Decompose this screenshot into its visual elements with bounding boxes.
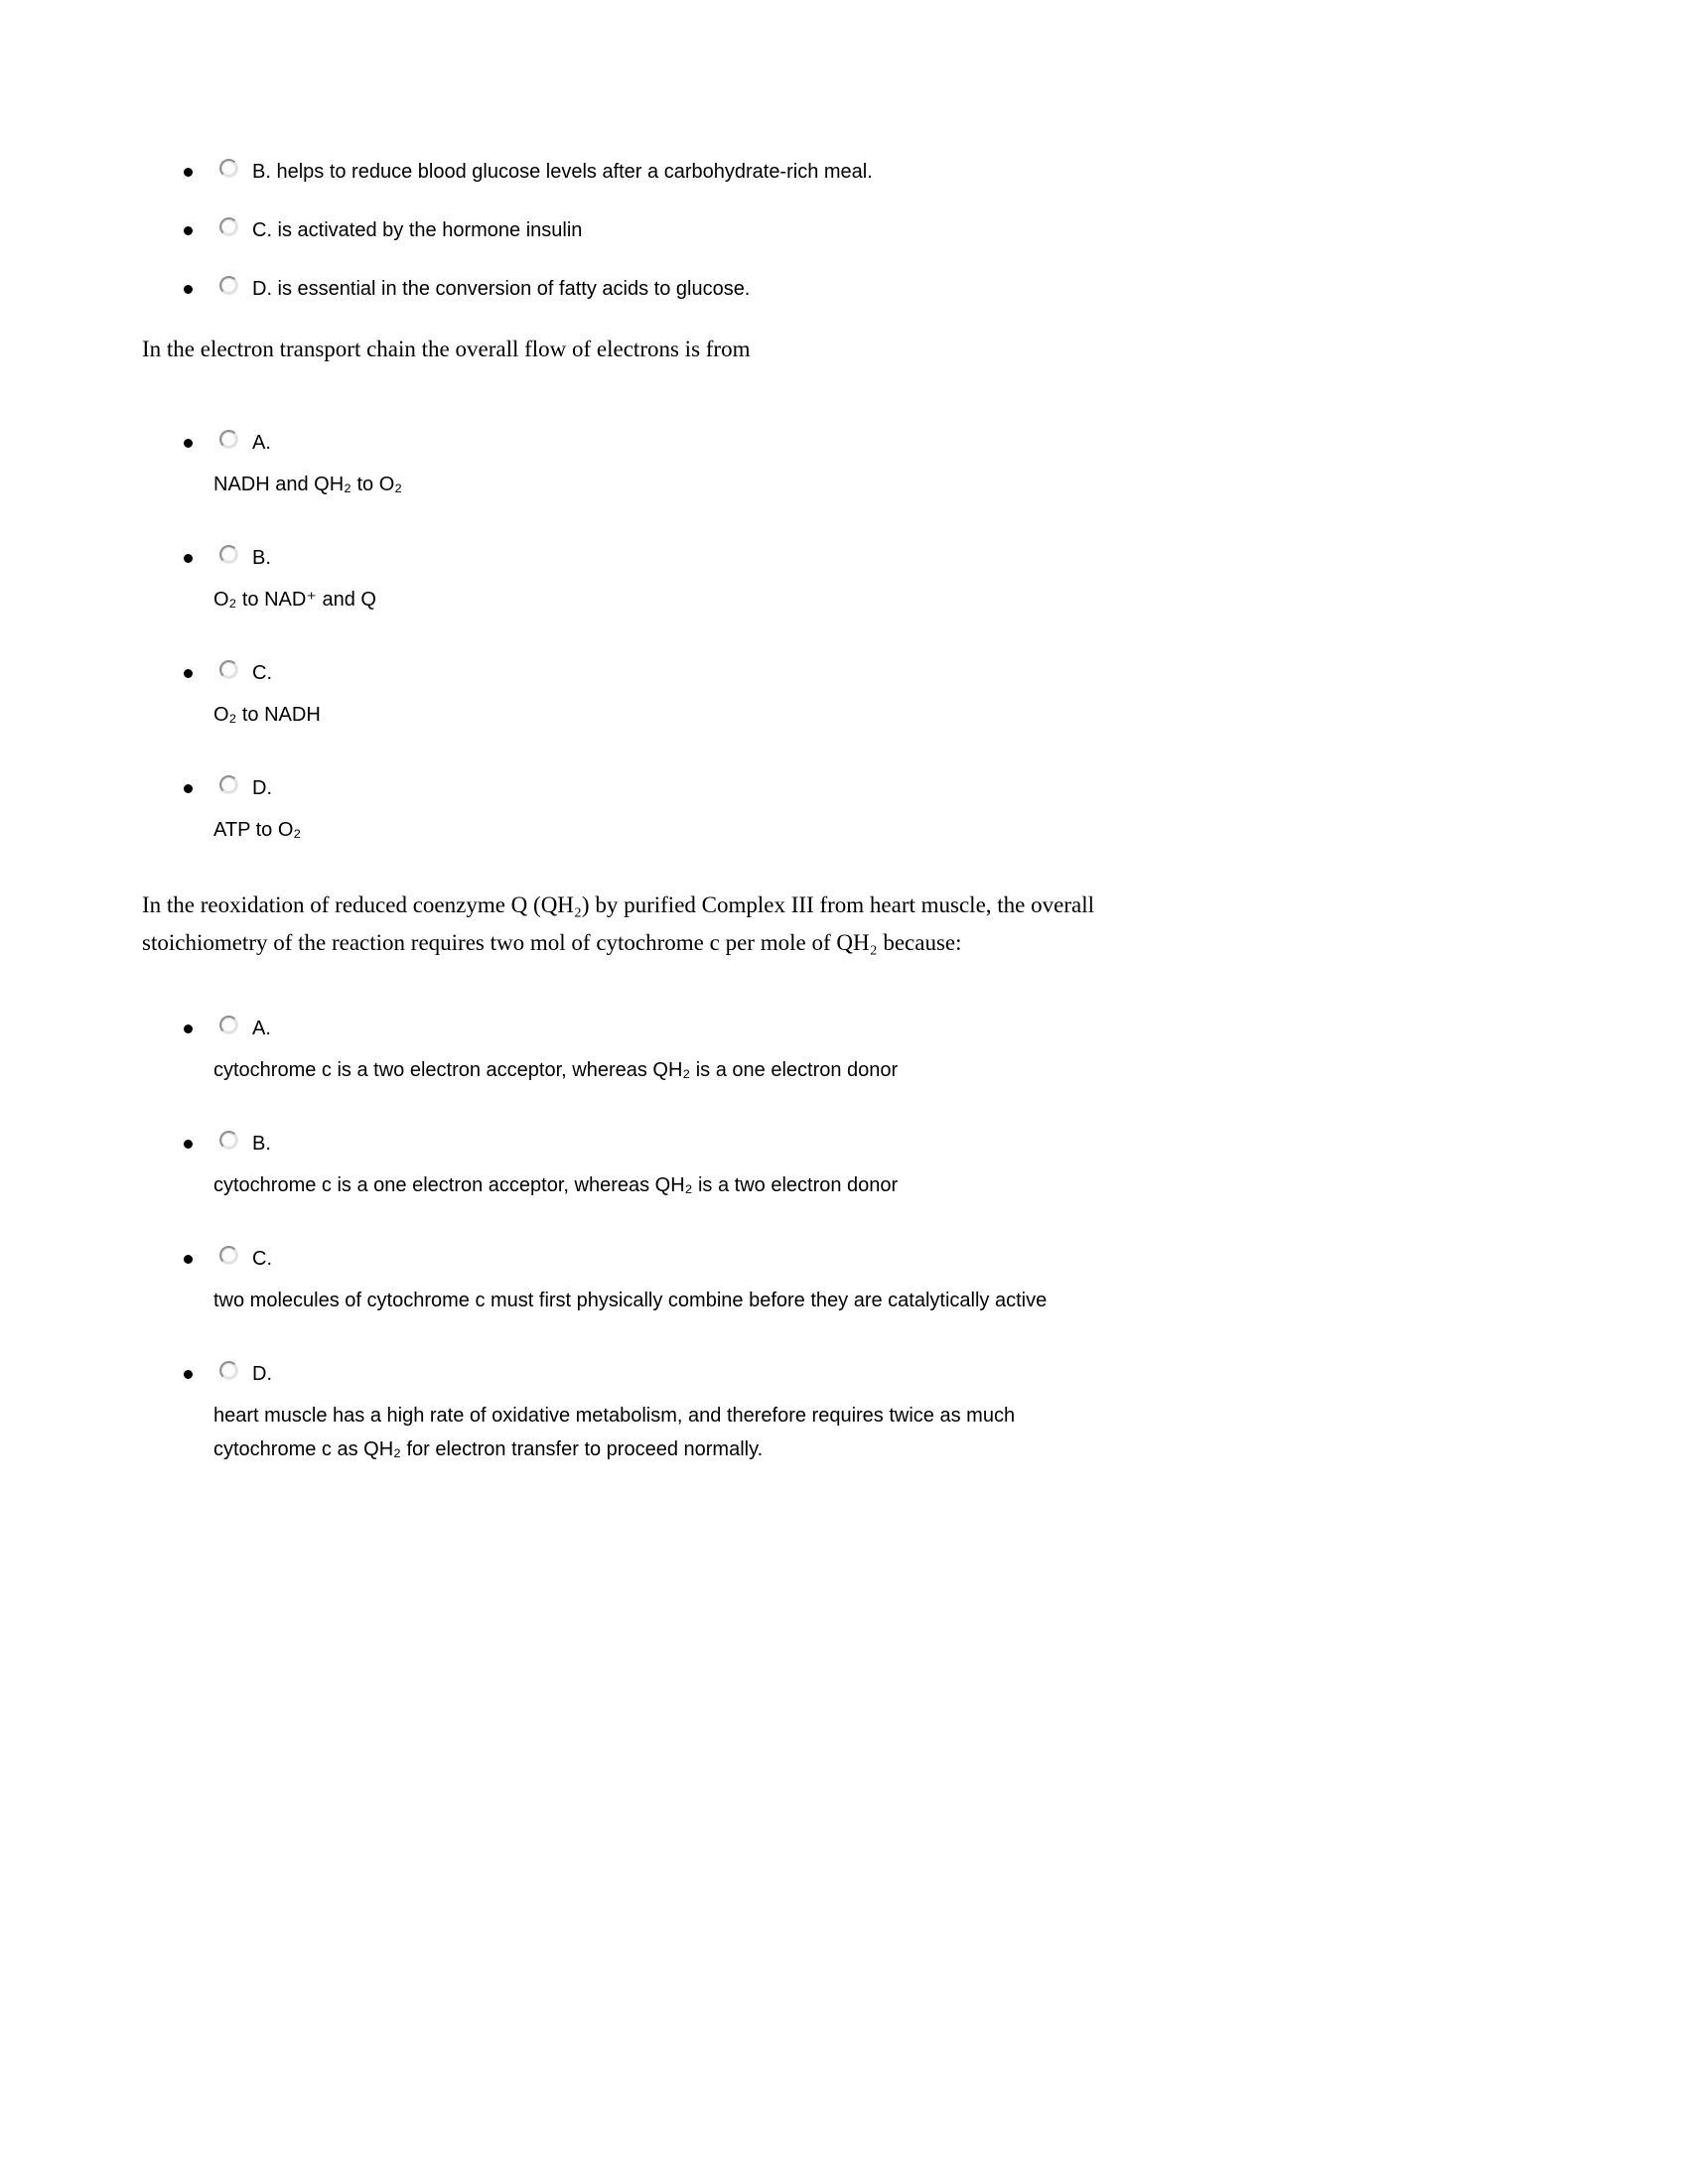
- answer-option[interactable]: [142, 1012, 1120, 1087]
- question-2-options-list: [142, 1012, 1120, 1466]
- option-label: D.: [252, 777, 272, 799]
- quiz-content: [142, 155, 1120, 1466]
- radio-button[interactable]: [219, 217, 238, 236]
- bullet-marker: [184, 554, 193, 563]
- option-text: D. is essential in the conversion of fatty acids to glucose.: [252, 278, 751, 300]
- bullet-marker: [184, 784, 193, 793]
- option-row: [142, 155, 1120, 189]
- radio-button[interactable]: [219, 1361, 238, 1380]
- option-row: [142, 1127, 1120, 1160]
- option-label: B.: [252, 1133, 271, 1155]
- option-text: two molecules of cytochrome c must first physically combine before they are catalytically active: [213, 1290, 1048, 1311]
- question-1-options-list: [142, 426, 1120, 847]
- option-label: A.: [252, 432, 271, 454]
- radio-button[interactable]: [219, 159, 238, 178]
- option-text: NADH and QH₂ to O₂: [213, 474, 403, 495]
- bullet-marker: [184, 1255, 193, 1264]
- option-row: [142, 213, 1120, 247]
- option-label: C.: [252, 1248, 272, 1270]
- answer-option[interactable]: [142, 213, 1120, 247]
- radio-button[interactable]: [219, 1016, 238, 1034]
- answer-option[interactable]: [142, 426, 1120, 501]
- answer-option[interactable]: [142, 656, 1120, 732]
- bullet-marker: [184, 226, 193, 235]
- radio-button[interactable]: [219, 1246, 238, 1265]
- leading-options-list: [142, 155, 1120, 306]
- option-row: [142, 771, 1120, 805]
- radio-button[interactable]: [219, 276, 238, 295]
- bullet-marker: [184, 1370, 193, 1379]
- radio-button[interactable]: [219, 430, 238, 449]
- option-row: [142, 1012, 1120, 1045]
- bullet-marker: [184, 439, 193, 448]
- option-row: [142, 656, 1120, 690]
- option-row: [142, 1357, 1120, 1391]
- radio-button[interactable]: [219, 1131, 238, 1150]
- radio-button[interactable]: [219, 545, 238, 564]
- option-text: C. is activated by the hormone insulin: [252, 219, 583, 241]
- answer-option[interactable]: [142, 272, 1120, 306]
- radio-button[interactable]: [219, 775, 238, 794]
- question-stem: In the reoxidation of reduced coenzyme Q (QH₂) by purified Complex III from heart muscle, the overall stoichiometry of the reaction requires two mol of cytochrome c per mole of QH₂ because:: [142, 892, 1094, 955]
- option-label: C.: [252, 662, 272, 684]
- answer-option[interactable]: [142, 541, 1120, 616]
- bullet-marker: [184, 1140, 193, 1149]
- option-text: B. helps to reduce blood glucose levels after a carbohydrate-rich meal.: [252, 161, 873, 183]
- option-row: [142, 1242, 1120, 1276]
- answer-option[interactable]: [142, 1127, 1120, 1202]
- option-label: B.: [252, 547, 271, 569]
- bullet-marker: [184, 669, 193, 678]
- answer-option[interactable]: [142, 771, 1120, 847]
- answer-option[interactable]: [142, 1357, 1120, 1466]
- option-row: [142, 426, 1120, 460]
- option-text: heart muscle has a high rate of oxidative metabolism, and therefore requires twice as much cytochrome c as QH₂ for electron transfer to proceed normally.: [213, 1405, 1016, 1460]
- radio-button[interactable]: [219, 660, 238, 679]
- option-text: ATP to O₂: [213, 819, 302, 841]
- option-text: O₂ to NADH: [213, 704, 321, 726]
- option-label: A.: [252, 1018, 271, 1039]
- option-row: [142, 541, 1120, 575]
- option-text: O₂ to NAD⁺ and Q: [213, 589, 376, 611]
- option-text: cytochrome c is a one electron acceptor, whereas QH₂ is a two electron donor: [213, 1174, 899, 1196]
- option-row: [142, 272, 1120, 306]
- question-stem: In the electron transport chain the overall flow of electrons is from: [142, 337, 751, 361]
- answer-option[interactable]: [142, 155, 1120, 189]
- option-label: D.: [252, 1363, 272, 1385]
- bullet-marker: [184, 1024, 193, 1033]
- option-text: cytochrome c is a two electron acceptor, whereas QH₂ is a one electron donor: [213, 1059, 899, 1081]
- answer-option[interactable]: [142, 1242, 1120, 1317]
- bullet-marker: [184, 285, 193, 294]
- bullet-marker: [184, 168, 193, 177]
